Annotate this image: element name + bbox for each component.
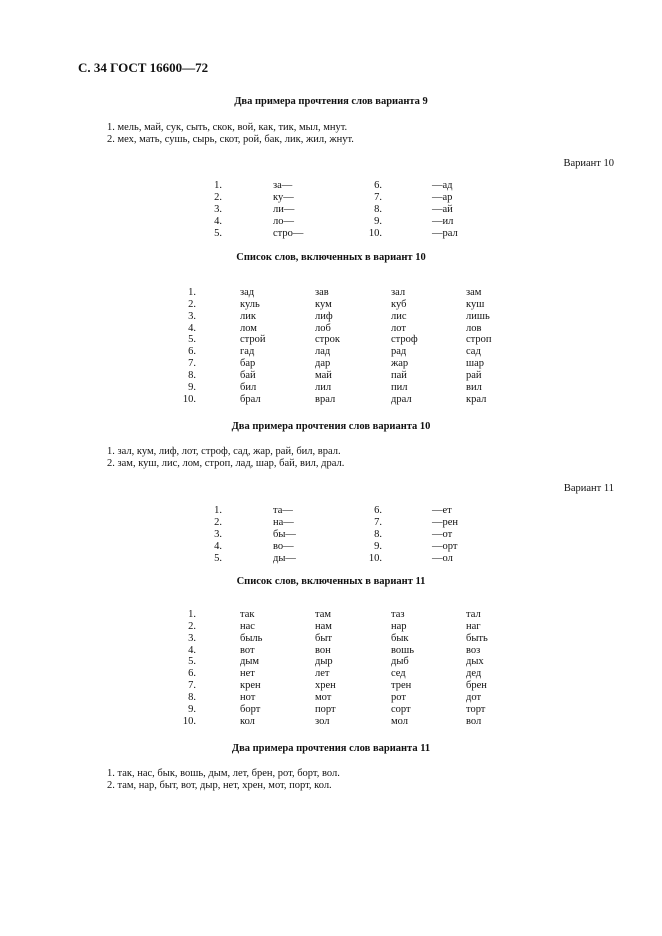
row-number: 1. bbox=[188, 287, 196, 298]
word-cell: дым bbox=[240, 656, 260, 668]
word-cell: лет bbox=[315, 668, 330, 680]
syllable-start: ли— bbox=[273, 204, 295, 215]
word-cell: зал bbox=[391, 287, 406, 298]
syllable-number: 9. bbox=[374, 541, 382, 552]
examples-11-line-2: 2. там, нар, быт, вот, дыр, нет, хрен, мот, порт, кол. bbox=[107, 780, 332, 791]
word-cell: нот bbox=[240, 691, 256, 703]
word-cell: дыб bbox=[391, 656, 409, 668]
syllable-start: ды— bbox=[273, 553, 296, 564]
word-cell: так bbox=[240, 609, 255, 620]
word-cell: лов bbox=[466, 322, 482, 334]
syllable-start: на— bbox=[273, 517, 294, 528]
list-10-title: Список слов, включенных в вариант 10 bbox=[236, 252, 426, 263]
word-cell: дот bbox=[466, 691, 482, 703]
word-cell: нет bbox=[240, 668, 255, 680]
word-cell: бай bbox=[240, 369, 256, 381]
syllable-start: во— bbox=[273, 541, 294, 552]
examples-9-title: Два примера прочтения слов варианта 9 bbox=[234, 96, 428, 107]
word-cell: быт bbox=[315, 632, 332, 644]
word-cell: быль bbox=[240, 632, 263, 644]
word-cell: дых bbox=[466, 656, 484, 668]
variant-11-label: Вариант 11 bbox=[563, 483, 614, 494]
syllable-number: 5. bbox=[214, 228, 222, 239]
syllable-number: 4. bbox=[214, 216, 222, 227]
row-number: 8. bbox=[188, 369, 196, 381]
word-cell: сед bbox=[391, 668, 406, 680]
word-cell: куль bbox=[240, 298, 260, 310]
word-cell: тал bbox=[466, 609, 481, 620]
word-cell: воз bbox=[466, 644, 481, 656]
word-cell: крал bbox=[466, 393, 487, 405]
row-number: 3. bbox=[188, 632, 196, 644]
word-cell: вил bbox=[466, 381, 482, 393]
syllable-end: —ад bbox=[432, 180, 453, 191]
variant-10-label: Вариант 10 bbox=[563, 158, 614, 169]
syllable-start: та— bbox=[273, 505, 293, 516]
word-cell: пай bbox=[391, 369, 407, 381]
word-cell: дар bbox=[315, 358, 331, 370]
syllable-end: —от bbox=[432, 529, 453, 540]
syllable-number: 1. bbox=[214, 505, 222, 516]
word-cell: пил bbox=[391, 381, 408, 393]
syllable-end: —орт bbox=[432, 541, 458, 552]
word-cell: лоб bbox=[315, 322, 331, 334]
row-number: 5. bbox=[188, 656, 196, 668]
syllable-end: —ол bbox=[432, 553, 453, 564]
word-cell: зад bbox=[240, 287, 255, 298]
word-cell: зол bbox=[315, 715, 330, 727]
word-cell: мот bbox=[315, 691, 332, 703]
syllable-number: 2. bbox=[214, 192, 222, 203]
word-cell: таз bbox=[391, 609, 405, 620]
list-11-title: Список слов, включенных в вариант 11 bbox=[236, 576, 426, 587]
row-number: 6. bbox=[188, 668, 196, 680]
word-cell: дыр bbox=[315, 656, 333, 668]
word-cell: драл bbox=[391, 393, 412, 405]
word-cell: лил bbox=[315, 381, 332, 393]
examples-9-line-1: 1. мель, май, сук, сыть, скок, вой, как, тик, мыл, мнут. bbox=[107, 122, 348, 133]
word-cell: зам bbox=[466, 287, 482, 298]
row-number: 10. bbox=[182, 715, 196, 727]
word-cell: бар bbox=[240, 358, 256, 370]
word-cell: вол bbox=[466, 715, 482, 727]
word-cell: крен bbox=[240, 680, 261, 692]
examples-10-line-2: 2. зам, куш, лис, лом, строп, лад, шар, бай, вил, драл. bbox=[107, 458, 345, 469]
word-cell: строп bbox=[466, 334, 492, 346]
word-cell: жар bbox=[391, 358, 409, 370]
syllable-start: бы— bbox=[273, 529, 296, 540]
word-cell: лишь bbox=[466, 310, 490, 322]
word-cell: рад bbox=[391, 346, 407, 358]
word-cell: порт bbox=[315, 703, 336, 715]
word-cell: мол bbox=[391, 715, 408, 727]
syllable-number: 3. bbox=[214, 529, 222, 540]
word-cell: шар bbox=[466, 358, 484, 370]
word-cell: лис bbox=[391, 310, 407, 322]
word-cell: врал bbox=[315, 393, 336, 405]
word-cell: сорт bbox=[391, 703, 411, 715]
syllable-end: —ар bbox=[432, 192, 453, 203]
word-cell: нар bbox=[391, 620, 407, 632]
row-number: 6. bbox=[188, 346, 196, 358]
row-number: 4. bbox=[188, 644, 196, 656]
row-number: 9. bbox=[188, 381, 196, 393]
word-cell: май bbox=[315, 369, 332, 381]
syllable-start: ку— bbox=[273, 192, 294, 203]
syllable-number: 8. bbox=[374, 529, 382, 540]
word-cell: нам bbox=[315, 620, 332, 632]
word-cell: сад bbox=[466, 346, 481, 358]
word-cell: бил bbox=[240, 381, 257, 393]
word-cell: бык bbox=[391, 632, 409, 644]
examples-10-title: Два примера прочтения слов варианта 10 bbox=[231, 421, 431, 432]
syllable-number: 2. bbox=[214, 517, 222, 528]
word-cell: куш bbox=[466, 298, 485, 310]
word-cell: нас bbox=[240, 620, 255, 632]
syllable-number: 8. bbox=[374, 204, 382, 215]
row-number: 4. bbox=[188, 322, 196, 334]
word-cell: там bbox=[315, 609, 332, 620]
syllable-number: 10. bbox=[368, 228, 382, 239]
word-cell: борт bbox=[240, 703, 261, 715]
word-cell: быть bbox=[466, 632, 488, 644]
word-cell: лиф bbox=[315, 310, 333, 322]
word-cell: строк bbox=[315, 334, 340, 346]
row-number: 10. bbox=[182, 393, 196, 405]
word-cell: кол bbox=[240, 715, 255, 727]
word-cell: вошь bbox=[391, 644, 415, 656]
word-cell: лот bbox=[391, 322, 406, 334]
syllable-number: 10. bbox=[368, 553, 382, 564]
syllable-end: —рен bbox=[432, 517, 459, 528]
word-cell: наг bbox=[466, 620, 481, 632]
row-number: 2. bbox=[188, 620, 196, 632]
syllable-end: —ай bbox=[432, 204, 453, 215]
word-cell: строй bbox=[240, 334, 266, 346]
syllable-number: 7. bbox=[374, 517, 382, 528]
row-number: 7. bbox=[188, 680, 196, 692]
syllable-number: 6. bbox=[374, 180, 382, 191]
word-cell: дед bbox=[466, 668, 482, 680]
syllable-number: 1. bbox=[214, 180, 222, 191]
row-number: 1. bbox=[188, 609, 196, 620]
syllable-number: 5. bbox=[214, 553, 222, 564]
row-number: 5. bbox=[188, 334, 196, 346]
row-number: 9. bbox=[188, 703, 196, 715]
syllable-end: —ил bbox=[432, 216, 454, 227]
row-number: 8. bbox=[188, 691, 196, 703]
syllable-number: 4. bbox=[214, 541, 222, 552]
word-cell: рот bbox=[391, 691, 406, 703]
word-cell: торт bbox=[466, 703, 486, 715]
syllable-end: —ет bbox=[432, 505, 452, 516]
word-cell: брен bbox=[466, 680, 487, 692]
page-header: С. 34 ГОСТ 16600—72 bbox=[78, 60, 209, 75]
examples-9-line-2: 2. мех, мать, сушь, сырь, скот, рой, бак, лик, жил, жнут. bbox=[107, 134, 354, 145]
word-cell: куб bbox=[391, 298, 407, 310]
word-cell: брал bbox=[240, 393, 261, 405]
word-cell: трен bbox=[391, 680, 412, 692]
word-cell: лик bbox=[240, 310, 256, 322]
word-cell: вон bbox=[315, 644, 331, 656]
word-cell: гад bbox=[240, 346, 255, 358]
word-cell: строф bbox=[391, 334, 418, 346]
examples-11-line-1: 1. так, нас, бык, вошь, дым, лет, брен, рот, борт, вол. bbox=[107, 768, 340, 779]
row-number: 2. bbox=[188, 298, 196, 310]
word-cell: лом bbox=[240, 322, 257, 334]
syllable-number: 3. bbox=[214, 204, 222, 215]
word-cell: кум bbox=[315, 298, 332, 310]
row-number: 7. bbox=[188, 358, 196, 370]
examples-11-title: Два примера прочтения слов варианта 11 bbox=[231, 743, 431, 754]
syllable-number: 6. bbox=[374, 505, 382, 516]
syllable-start: за— bbox=[273, 180, 293, 191]
syllable-start: стро— bbox=[273, 228, 304, 239]
word-cell: рай bbox=[466, 369, 482, 381]
syllable-start: ло— bbox=[273, 216, 294, 227]
word-cell: вот bbox=[240, 644, 255, 656]
syllable-number: 7. bbox=[374, 192, 382, 203]
syllable-end: —рал bbox=[432, 228, 458, 239]
examples-10-line-1: 1. зал, кум, лиф, лот, строф, сад, жар, рай, бил, врал. bbox=[107, 446, 341, 457]
row-number: 3. bbox=[188, 310, 196, 322]
word-cell: хрен bbox=[315, 680, 336, 692]
word-cell: зав bbox=[315, 287, 329, 298]
word-cell: лад bbox=[315, 346, 331, 358]
syllable-number: 9. bbox=[374, 216, 382, 227]
